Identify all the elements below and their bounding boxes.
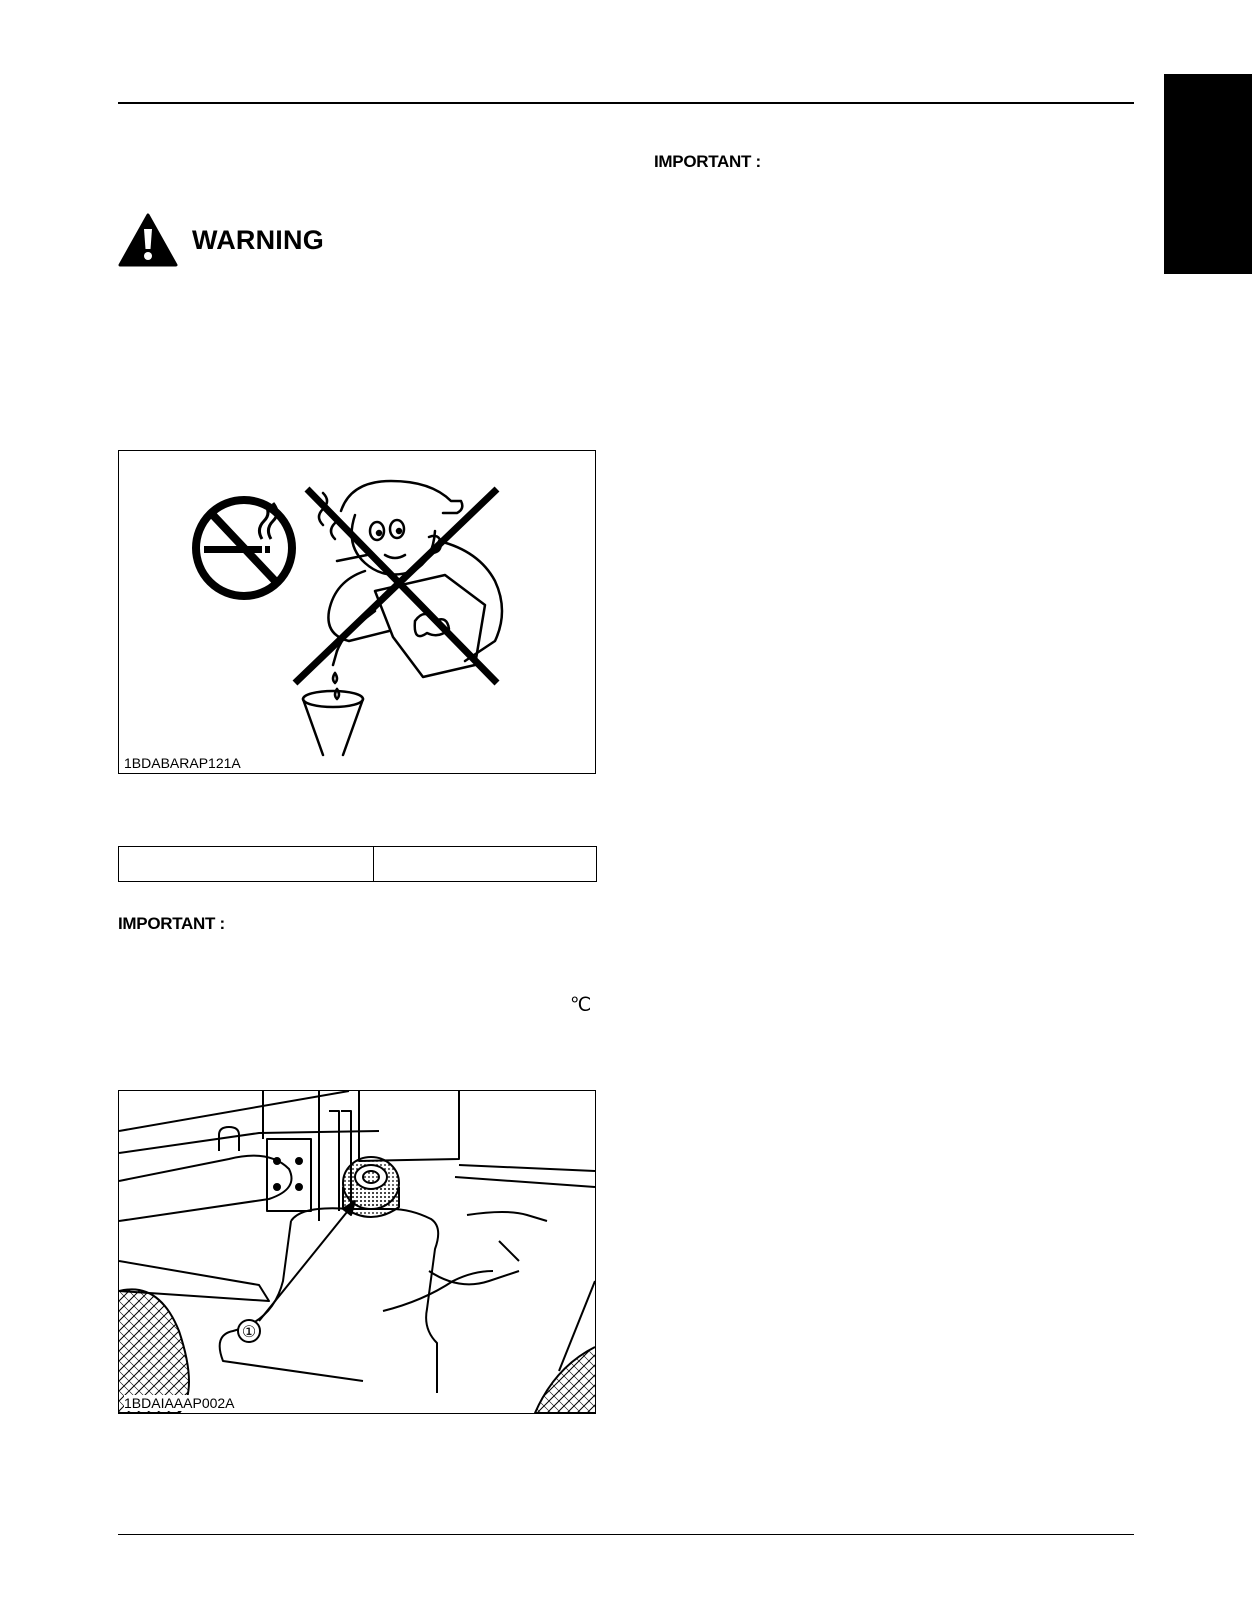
callout-number: ①	[241, 1324, 257, 1341]
figure-fuel-tank-cap	[118, 1090, 596, 1414]
warning-block	[118, 210, 324, 270]
warning-triangle-icon	[118, 213, 178, 267]
table-cell	[374, 847, 597, 882]
spec-table	[118, 846, 597, 882]
table-row	[119, 847, 597, 882]
degree-celsius-symbol: ℃	[570, 995, 592, 1016]
figure-no-smoking	[118, 450, 596, 774]
figure-code: 1BDABARAP121A	[124, 755, 241, 771]
fuel-tank-cap-illustration	[119, 1091, 595, 1413]
header-rule	[118, 102, 1134, 104]
figure-code: 1BDAIAAAP002A	[124, 1395, 235, 1411]
important-heading-left: IMPORTANT :	[118, 914, 225, 933]
important-heading-right: IMPORTANT :	[654, 152, 761, 171]
section-tab	[1164, 74, 1252, 274]
refueling-prohibited-illustration	[303, 481, 502, 755]
no-smoking-icon	[196, 500, 292, 596]
warning-title: WARNING	[192, 224, 324, 255]
footer-rule	[118, 1534, 1134, 1535]
table-cell	[119, 847, 374, 882]
